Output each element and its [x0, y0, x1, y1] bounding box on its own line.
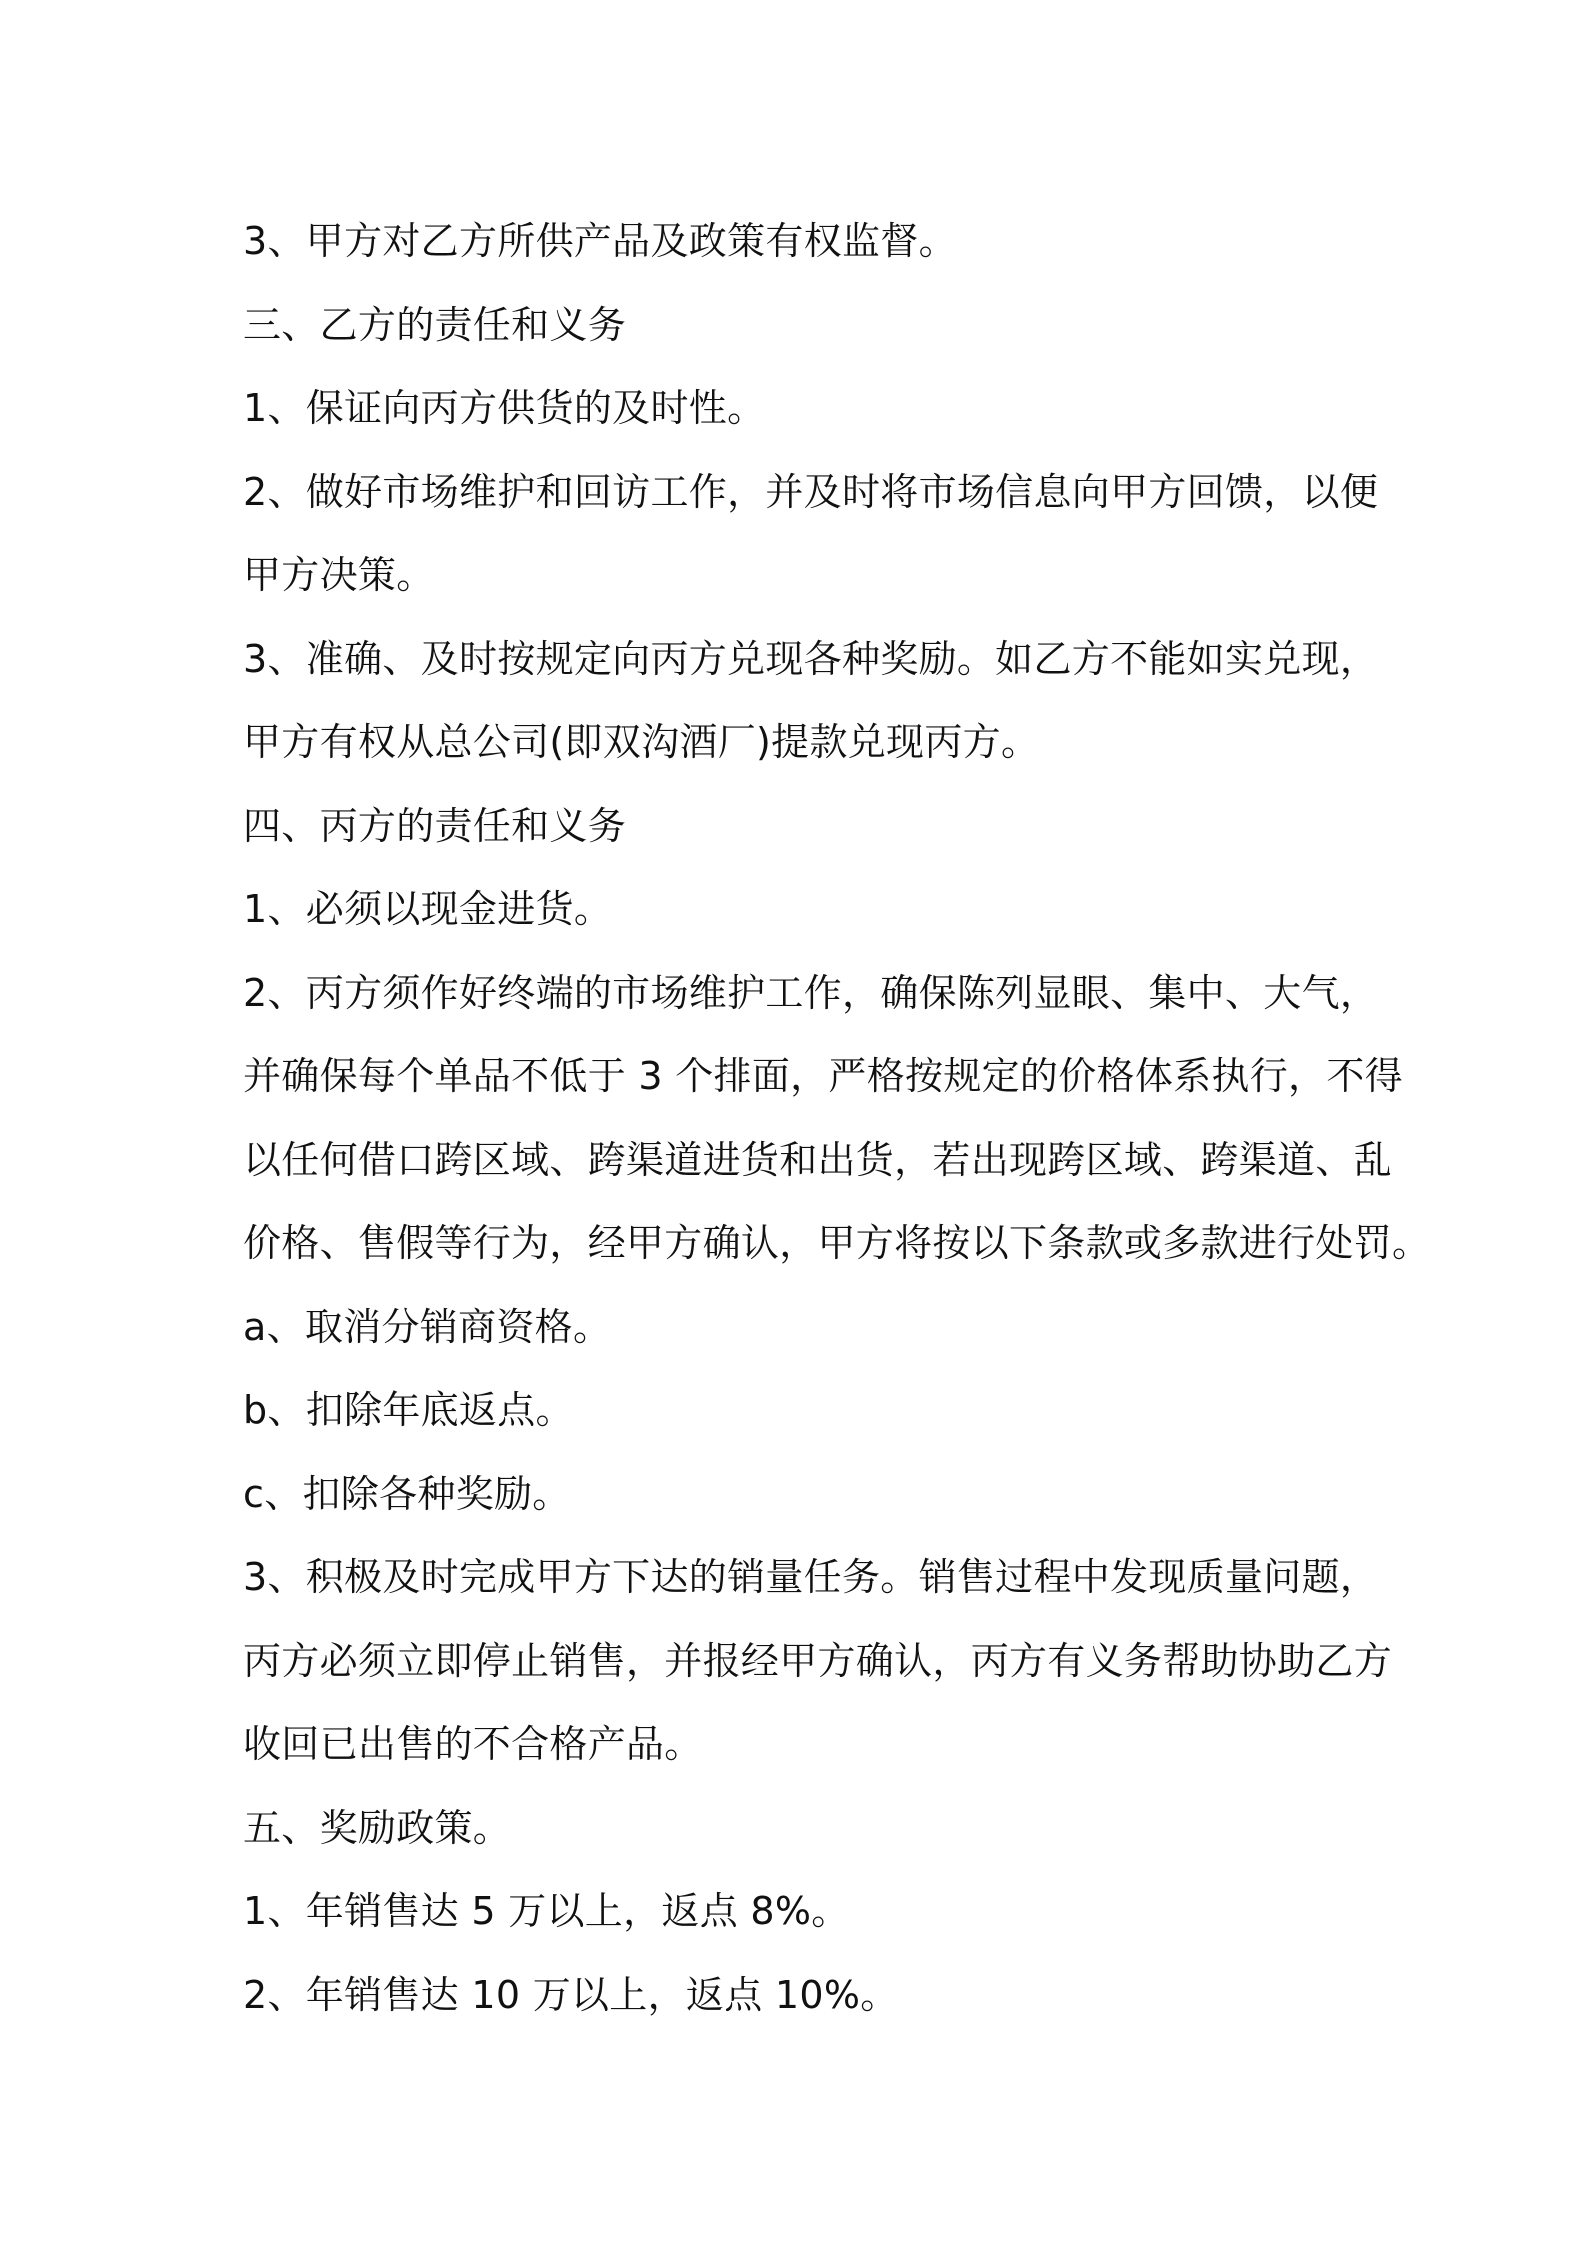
clause-1-cash-purchase: 1、必须以现金进货。 — [243, 887, 613, 931]
clause-2-continued-a: 并确保每个单品不低于 3 个排面，严格按规定的价格体系执行，不得 — [243, 1054, 1403, 1098]
section-heading-3: 三、乙方的责任和义务 — [243, 302, 627, 347]
clause-2-market-maintenance: 2、做好市场维护和回访工作，并及时将市场信息向甲方回馈，以便 — [243, 469, 1379, 514]
reward-tier-2: 2、年销售达 10 万以上，返点 10%。 — [243, 1972, 899, 2017]
section-heading-5: 五、奖励政策。 — [243, 1805, 512, 1850]
penalty-c: c、扣除各种奖励。 — [243, 1471, 571, 1516]
clause-3-continued-a: 丙方必须立即停止销售，并报经甲方确认，丙方有义务帮助协助乙方 — [243, 1638, 1393, 1683]
clause-3-rewards: 3、准确、及时按规定向丙方兑现各种奖励。如乙方不能如实兑现， — [243, 636, 1379, 681]
penalty-b: b、扣除年底返点。 — [243, 1388, 574, 1432]
document-body — [243, 200, 1431, 2037]
clause-3-continued: 甲方有权从总公司(即双沟酒厂)提款兑现丙方。 — [243, 720, 1040, 764]
penalty-a: a、取消分销商资格。 — [243, 1304, 612, 1349]
section-heading-4: 四、丙方的责任和义务 — [243, 803, 627, 848]
clause-3-sales-tasks: 3、积极及时完成甲方下达的销量任务。销售过程中发现质量问题， — [243, 1555, 1379, 1599]
clause-2-continued-c: 价格、售假等行为，经甲方确认，甲方将按以下条款或多款进行处罚。 — [243, 1221, 1431, 1265]
clause-2-continued: 甲方决策。 — [243, 553, 435, 597]
reward-tier-1: 1、年销售达 5 万以上，返点 8%。 — [243, 1889, 850, 1933]
clause-2-terminal-maintenance: 2、丙方须作好终端的市场维护工作，确保陈列显眼、集中、大气， — [243, 970, 1379, 1015]
clause-3-supervision: 3、甲方对乙方所供产品及政策有权监督。 — [243, 219, 957, 263]
clause-1-timely-supply: 1、保证向丙方供货的及时性。 — [243, 386, 766, 430]
clause-2-continued-b: 以任何借口跨区域、跨渠道进货和出货，若出现跨区域、跨渠道、乱 — [243, 1137, 1393, 1182]
clause-3-continued-b: 收回已出售的不合格产品。 — [243, 1722, 703, 1766]
